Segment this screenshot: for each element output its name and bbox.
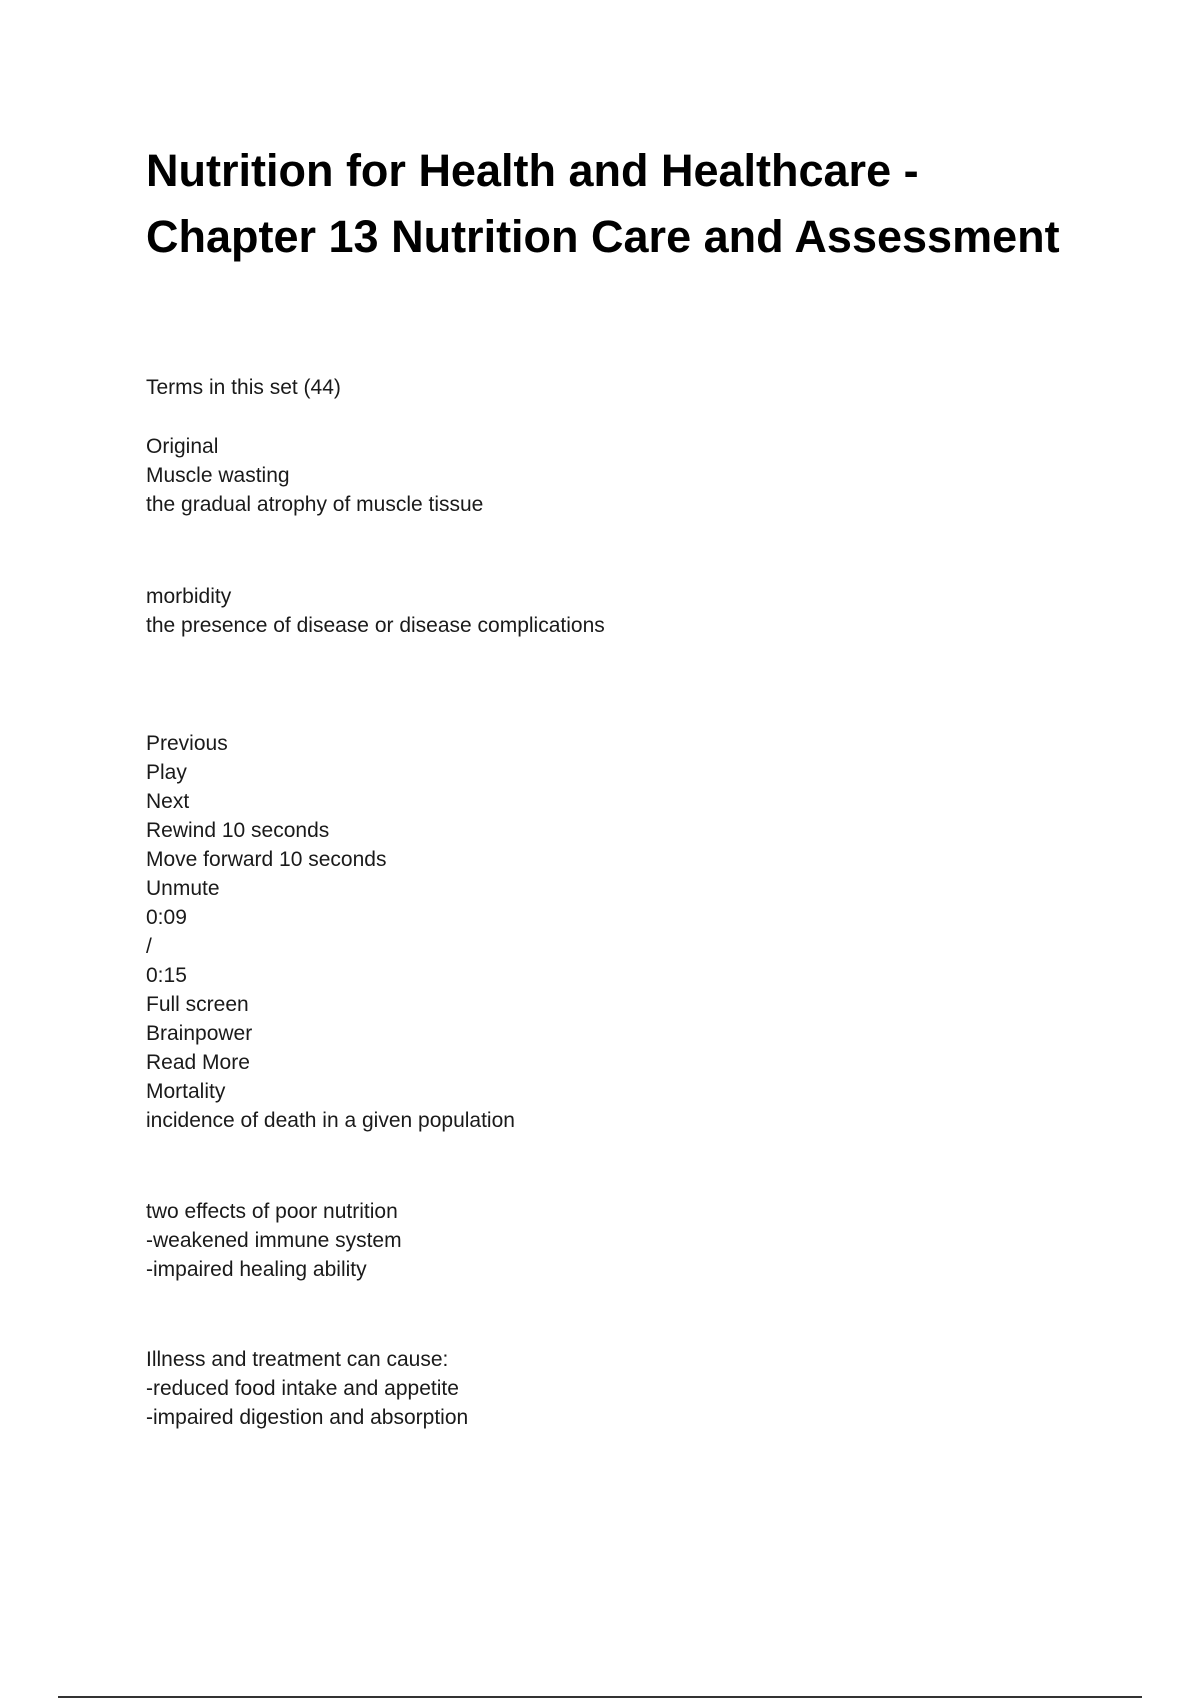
term-definition: the presence of disease or disease complications <box>146 614 605 637</box>
term-title: Muscle wasting <box>146 464 290 487</box>
original-label: Original <box>146 435 219 458</box>
term-card-illness <box>146 1345 1126 1432</box>
term-definition: incidence of death in a given population <box>146 1109 515 1132</box>
term-definition-line: -impaired digestion and absorption <box>146 1406 469 1429</box>
rewind-button[interactable]: Rewind 10 seconds <box>146 819 330 842</box>
terms-count: Terms in this set (44) <box>146 376 341 399</box>
title-line-2: Chapter 13 Nutrition Care and Assessment <box>146 211 1060 262</box>
term-title: morbidity <box>146 585 232 608</box>
read-more-link[interactable]: Read More <box>146 1051 250 1074</box>
unmute-button[interactable]: Unmute <box>146 877 220 900</box>
fullscreen-button[interactable]: Full screen <box>146 993 249 1016</box>
previous-button[interactable]: Previous <box>146 732 228 755</box>
term-definition-line: -weakened immune system <box>146 1229 402 1252</box>
term-title: Illness and treatment can cause: <box>146 1348 449 1371</box>
time-separator: / <box>146 935 152 958</box>
term-definition-line: -reduced food intake and appetite <box>146 1377 459 1400</box>
title-line-1: Nutrition for Health and Healthcare - <box>146 145 919 196</box>
term-title: two effects of poor nutrition <box>146 1200 398 1223</box>
play-button[interactable]: Play <box>146 761 187 784</box>
term-definition: the gradual atrophy of muscle tissue <box>146 493 484 516</box>
current-time: 0:09 <box>146 906 187 929</box>
audio-player-block <box>146 729 1126 1135</box>
forward-button[interactable]: Move forward 10 seconds <box>146 848 387 871</box>
term-card-poor-nutrition <box>146 1197 1126 1284</box>
page-title <box>146 138 1146 270</box>
term-title: Mortality <box>146 1080 226 1103</box>
term-definition-line: -impaired healing ability <box>146 1258 367 1281</box>
footer-divider <box>58 1696 1142 1698</box>
next-button[interactable]: Next <box>146 790 190 813</box>
term-card-morbidity <box>146 582 1126 640</box>
term-card-muscle-wasting <box>146 432 1126 519</box>
terms-count-block <box>146 373 1126 402</box>
brainpower-label: Brainpower <box>146 1022 253 1045</box>
duration: 0:15 <box>146 964 187 987</box>
